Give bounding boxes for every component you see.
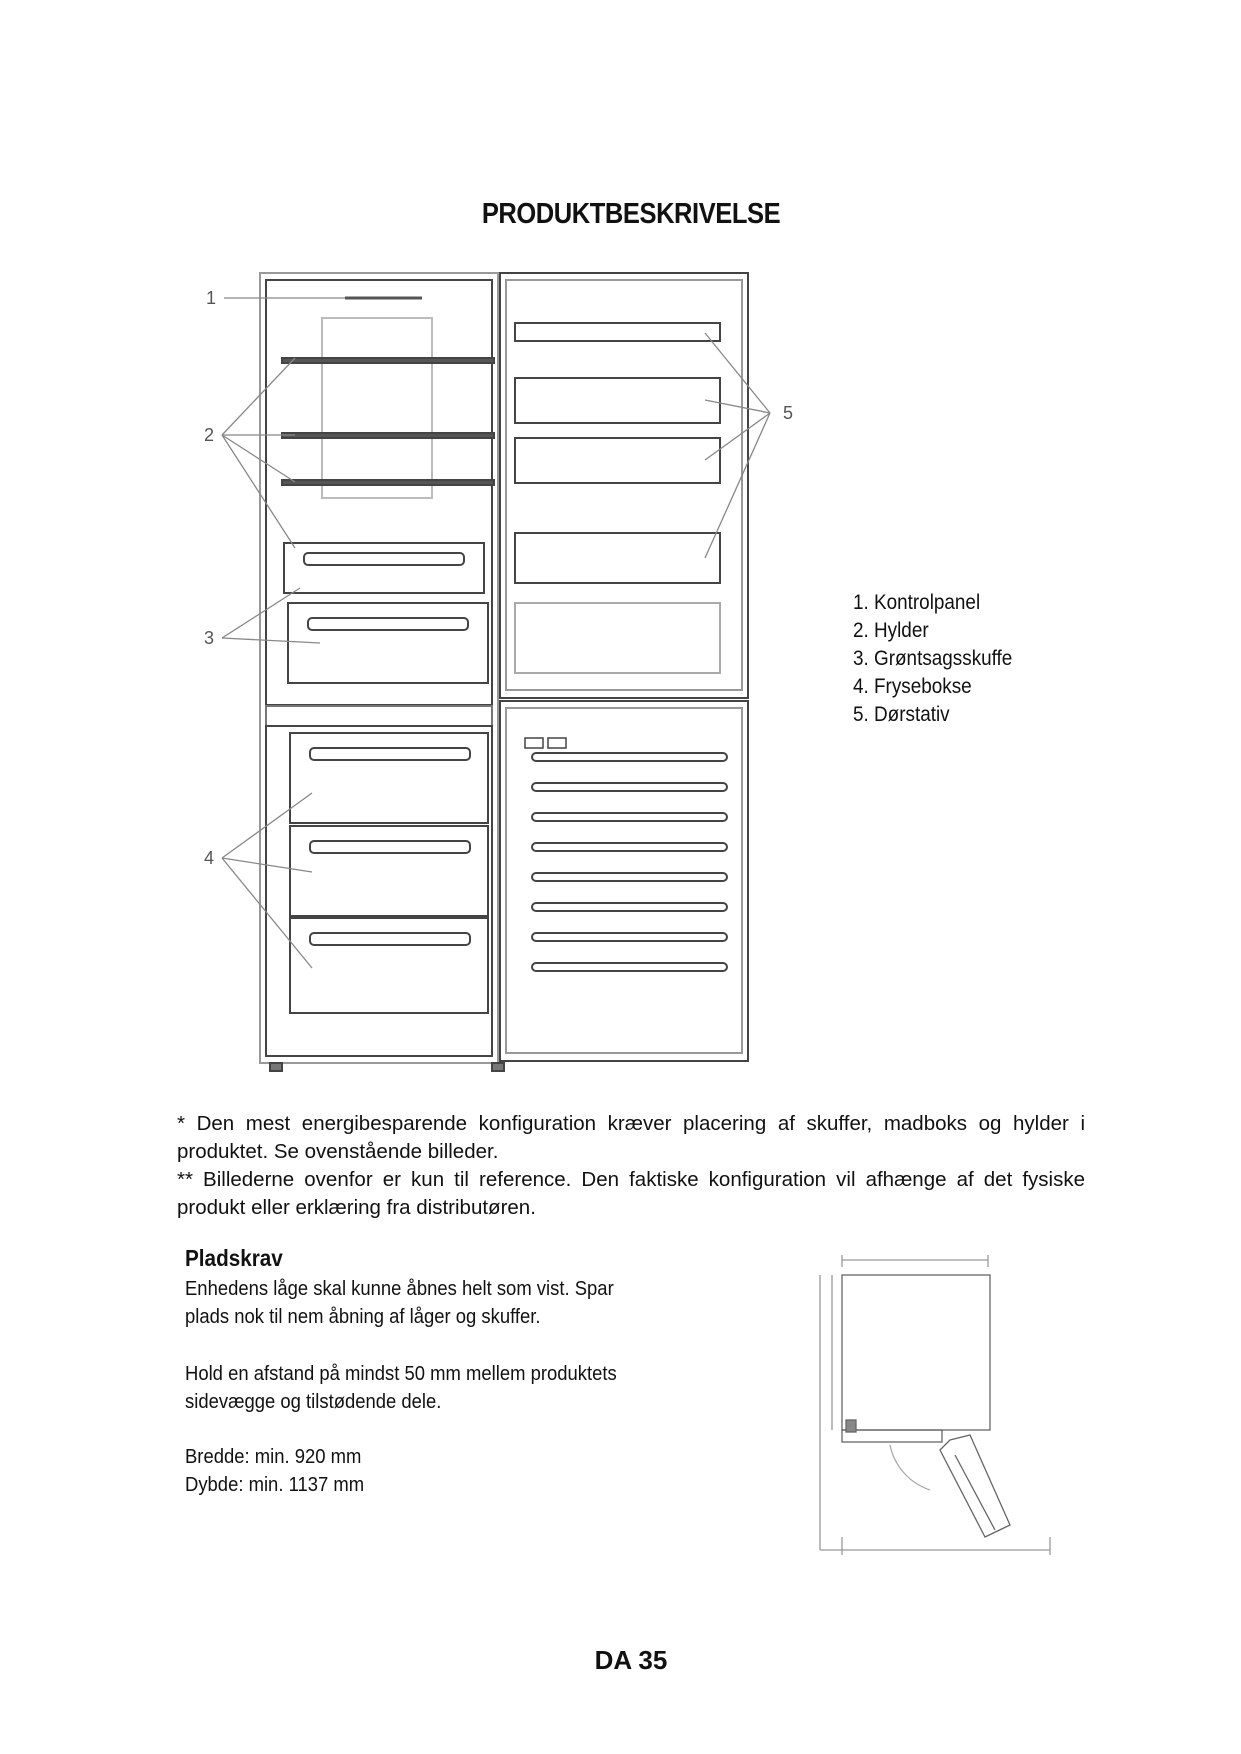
- clearance-diagram: [790, 1245, 1090, 1585]
- callout-1: 1: [206, 288, 217, 308]
- section-heading: Pladskrav: [185, 1245, 283, 1271]
- text-line: sidevægge og tilstødende dele.: [185, 1390, 442, 1413]
- page-title: PRODUKTBESKRIVELSE: [481, 198, 781, 230]
- callout-5: 5: [783, 403, 794, 423]
- legend-item: 1. Kontrolpanel: [853, 591, 981, 614]
- legend-item: 2. Hylder: [853, 619, 929, 642]
- space-paragraph-1: [185, 1275, 685, 1331]
- callout-3: 3: [204, 628, 215, 648]
- footnote-1: * Den mest energibesparende konfiguration kræver placering af skuffer, madboks og hylder i produktet. Se ovenstående billeder.: [177, 1112, 1085, 1163]
- footnotes: [177, 1110, 1085, 1222]
- parts-legend: [853, 589, 1030, 729]
- width-requirement: Bredde: min. 920 mm: [185, 1445, 362, 1468]
- footnote-2: ** Billederne ovenfor er kun til reference. Den faktiske konfiguration vil afhænge af det fysiske produkt eller erklæring fra distributøren.: [177, 1168, 1085, 1219]
- text-line: Hold en afstand på mindst 50 mm mellem produktets: [185, 1362, 617, 1385]
- legend-item: 4. Frysebokse: [853, 675, 972, 698]
- legend-item: 5. Dørstativ: [853, 703, 950, 726]
- callout-2: 2: [204, 425, 215, 445]
- callout-4: 4: [204, 848, 215, 868]
- page-number: DA 35: [594, 1645, 668, 1675]
- space-dimensions: [185, 1443, 685, 1499]
- text-line: plads nok til nem åbning af låger og skuffer.: [185, 1305, 541, 1328]
- legend-item: 3. Grøntsagsskuffe: [853, 647, 1013, 670]
- door-outline: [500, 273, 748, 698]
- fridge-diagram: [200, 258, 820, 1088]
- space-paragraph-2: [185, 1360, 685, 1416]
- text-line: Enhedens låge skal kunne åbnes helt som vist. Spar: [185, 1277, 614, 1300]
- depth-requirement: Dybde: min. 1137 mm: [185, 1473, 365, 1496]
